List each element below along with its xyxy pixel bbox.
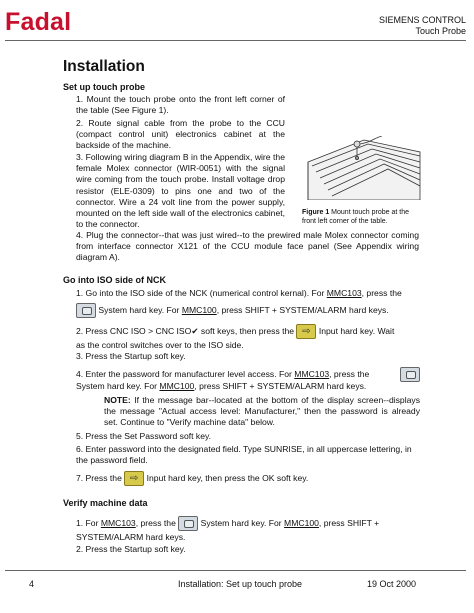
text: 4. Enter the password for manufacturer level access. For <box>76 369 295 379</box>
header-rule <box>5 40 466 41</box>
shift-system-alarm-keys: SHIFT + SYSTEM/ALARM <box>244 305 347 315</box>
shift-key: SHIFT + <box>347 518 380 528</box>
iso-step-6 <box>76 444 421 466</box>
footer-title: Installation: Set up touch probe <box>177 579 303 589</box>
figure-touch-probe-image <box>302 136 422 200</box>
figure-label: Figure 1 <box>302 209 330 216</box>
iso-step-4-line1 <box>76 369 396 380</box>
text: , press the <box>135 518 179 528</box>
text: , press <box>318 518 348 528</box>
system-key-icon <box>178 516 198 531</box>
text: hard keys. <box>143 532 186 542</box>
iso-step-5 <box>76 431 421 442</box>
text: as the control switches over to the <box>76 340 209 350</box>
verify-step-1-line2 <box>76 532 421 543</box>
text: , press <box>216 305 245 315</box>
text: 5. Press the <box>76 431 125 441</box>
page-number: 4 <box>29 579 35 589</box>
system-alarm-key: SYSTEM/ALARM <box>76 532 144 542</box>
verify-step-2 <box>76 544 421 555</box>
text: Input <box>144 473 166 483</box>
mmc103-ref: MMC103 <box>326 288 362 298</box>
text: hard key. Wait <box>337 326 395 336</box>
text: , in all uppercase lettering, in the password field. <box>76 444 412 466</box>
header-control: SIEMENS CONTROL <box>378 15 466 25</box>
text: hard key. For <box>104 381 160 391</box>
sunrise-password: SUNRISE <box>264 444 303 454</box>
section-heading-iso: Go into ISO side of NCK <box>63 275 166 285</box>
iso-step-1-line1 <box>76 288 421 299</box>
iso-label: ISO <box>208 340 224 350</box>
iso-step-3 <box>76 351 421 362</box>
mmc103-ref: MMC103 <box>294 369 330 379</box>
note-block <box>104 395 420 429</box>
text: , press the <box>329 369 370 379</box>
text: 1. For <box>76 518 101 528</box>
startup-softkey: Startup <box>124 351 152 361</box>
fadal-logo: Fadal <box>5 8 72 36</box>
text: System <box>198 518 230 528</box>
figure-caption-text: Mount touch probe at the front left corner of the table. <box>302 209 410 225</box>
text: side. <box>223 340 244 350</box>
text: 6. Enter password into the designated field. Type <box>76 444 265 454</box>
text: soft key. <box>151 544 186 554</box>
text: , press the <box>361 288 402 298</box>
header-product: Touch Probe <box>415 26 466 36</box>
text: hard keys. <box>346 305 389 315</box>
text: , press <box>194 381 223 391</box>
input-key-icon: ⇨ <box>124 471 144 486</box>
setup-step-3: 3. Following wiring diagram B in the Appendix, wire the female Molex connector (WIR-0051) with the signal wire coming from the touch probe. Install voltage drop resistor (ELE-0309) to pins one and two of the connector. Wire a 24 volt line from the power supply, mounted on the left side wall of the electronics cabinet, to the connector. <box>76 152 285 230</box>
text: 2. Press <box>76 326 110 336</box>
text: soft key. <box>177 431 212 441</box>
text: hard key. For <box>229 518 285 528</box>
text: soft keys, then press the <box>198 326 297 336</box>
startup-softkey: Startup <box>124 544 152 554</box>
page-title: Installation <box>63 58 145 75</box>
input-key-icon: ⇨ <box>296 324 316 339</box>
iso-step-1-line2 <box>76 302 421 319</box>
footer-rule <box>5 570 466 571</box>
note-label: NOTE: <box>104 395 131 405</box>
figure-caption <box>302 208 424 226</box>
cnc-iso-softkeys: CNC ISO > CNC ISO <box>109 326 192 336</box>
text: 7. Press the <box>76 473 125 483</box>
text: 1. Go into the ISO side of the NCK (numerical control kernal). For <box>76 288 327 298</box>
text: Input <box>316 326 338 336</box>
setup-step-1: 1. Mount the touch probe onto the front left corner of the table (See Figure 1). <box>76 94 285 116</box>
section-heading-verify: Verify machine data <box>63 498 148 508</box>
text: hard key. For <box>127 305 182 315</box>
iso-step-2-line2 <box>76 340 421 351</box>
system-key-icon <box>76 303 96 318</box>
setup-step-4: 4. Plug the connector--that was just wired--to the prewired male Molex connector coming from interface connector X121 of the CCU module face panel (See Appendix wiring diagram A). <box>76 230 419 263</box>
section-heading-setup: Set up touch probe <box>63 82 145 92</box>
footer-date: 19 Oct 2000 <box>366 579 416 589</box>
shift-system-alarm-keys: SHIFT + SYSTEM/ALARM <box>222 381 325 391</box>
text: soft key. <box>151 351 186 361</box>
text: 3. Press the <box>76 351 125 361</box>
text: 2. Press the <box>76 544 125 554</box>
mmc100-ref: MMC100 <box>159 381 195 391</box>
text: System <box>96 305 128 315</box>
iso-step-7 <box>76 470 421 487</box>
set-password-softkey: Set Password <box>124 431 178 441</box>
text: soft key. <box>274 473 309 483</box>
text: hard key, then press the <box>165 473 263 483</box>
iso-step-4-line2 <box>76 381 421 392</box>
iso-step-2-line1 <box>76 323 421 340</box>
verify-step-1-line1 <box>76 515 421 532</box>
text: System <box>76 381 105 391</box>
mmc103-ref: MMC103 <box>100 518 136 528</box>
note-text: If the message bar--located at the bottom of the display screen--displays the message "Actual access level: Manufacturer," then the password is already set. Continue to "Verify machine data" below. <box>104 395 420 428</box>
mmc100-ref: MMC100 <box>181 305 217 315</box>
mmc100-ref: MMC100 <box>284 518 319 528</box>
ok-softkey: OK <box>262 473 275 483</box>
setup-step-2: 2. Route signal cable from the probe to the CCU (compact control unit) electronics cabinet at the backside of the machine. <box>76 118 285 151</box>
checkmark-icon: ✔ <box>191 326 199 336</box>
text: hard keys. <box>324 381 367 391</box>
